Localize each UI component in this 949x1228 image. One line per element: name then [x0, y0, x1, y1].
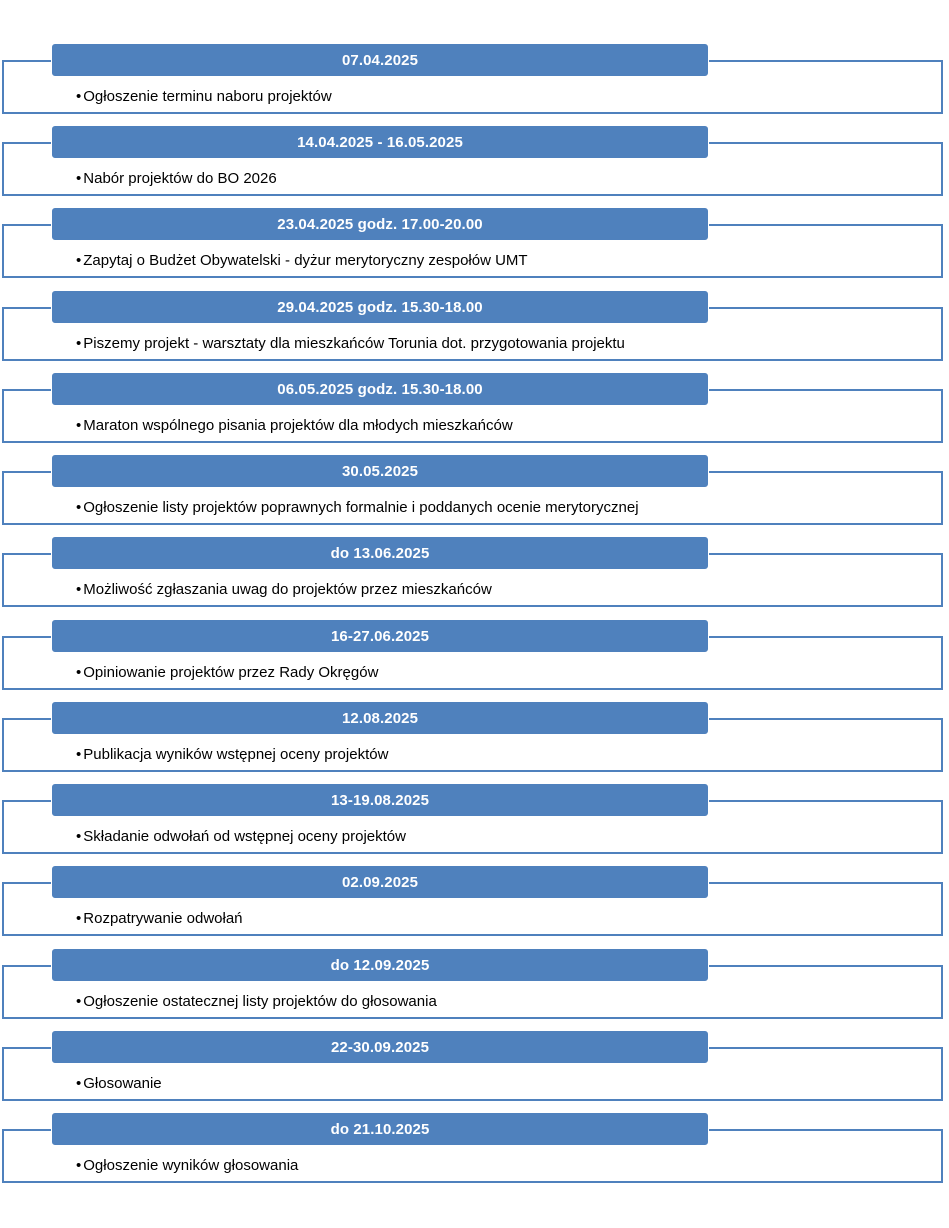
step-text: Głosowanie [83, 1075, 162, 1092]
timeline-step [0, 125, 949, 203]
step-date: 14.04.2025 - 16.05.2025 [51, 125, 709, 159]
timeline-step [0, 454, 949, 532]
step-text: Nabór projektów do BO 2026 [83, 170, 277, 187]
step-text: Ogłoszenie ostatecznej listy projektów do głosowania [83, 993, 437, 1010]
bullet-icon: • [76, 335, 82, 352]
step-item [76, 335, 625, 352]
bullet-icon: • [76, 417, 82, 434]
step-text: Publikacja wyników wstępnej oceny projektów [83, 746, 389, 763]
bullet-icon: • [76, 252, 82, 269]
bullet-icon: • [76, 88, 82, 105]
step-text: Ogłoszenie terminu naboru projektów [83, 88, 332, 105]
step-text: Opiniowanie projektów przez Rady Okręgów [83, 664, 379, 681]
timeline-step [0, 1030, 949, 1108]
step-item [76, 910, 243, 927]
step-date: 30.05.2025 [51, 454, 709, 488]
step-date: 29.04.2025 godz. 15.30-18.00 [51, 290, 709, 324]
step-item [76, 1075, 162, 1092]
step-date: 02.09.2025 [51, 865, 709, 899]
bullet-icon: • [76, 581, 82, 598]
timeline-step [0, 290, 949, 368]
step-item [76, 252, 528, 269]
step-text: Maraton wspólnego pisania projektów dla młodych mieszkańców [83, 417, 513, 434]
step-item [76, 170, 277, 187]
bullet-icon: • [76, 170, 82, 187]
step-item [76, 993, 437, 1010]
step-text: Ogłoszenie wyników głosowania [83, 1157, 299, 1174]
bullet-icon: • [76, 664, 82, 681]
timeline-step [0, 207, 949, 285]
step-date: 16-27.06.2025 [51, 619, 709, 653]
step-date: 12.08.2025 [51, 701, 709, 735]
step-date: 13-19.08.2025 [51, 783, 709, 817]
timeline-step [0, 865, 949, 943]
step-date: 23.04.2025 godz. 17.00-20.00 [51, 207, 709, 241]
bullet-icon: • [76, 828, 82, 845]
step-date: 07.04.2025 [51, 43, 709, 77]
bullet-icon: • [76, 746, 82, 763]
step-date: do 21.10.2025 [51, 1112, 709, 1146]
timeline-step [0, 372, 949, 450]
step-item [76, 88, 332, 105]
step-item [76, 664, 378, 681]
step-text: Możliwość zgłaszania uwag do projektów przez mieszkańców [83, 581, 492, 598]
bullet-icon: • [76, 1157, 82, 1174]
step-date: do 12.09.2025 [51, 948, 709, 982]
timeline-step [0, 43, 949, 121]
bullet-icon: • [76, 499, 82, 516]
step-item [76, 499, 639, 516]
step-item [76, 746, 388, 763]
step-text: Rozpatrywanie odwołań [83, 910, 243, 927]
step-text: Piszemy projekt - warsztaty dla mieszkańców Torunia dot. przygotowania projektu [83, 335, 625, 352]
step-item [76, 1157, 298, 1174]
step-text: Składanie odwołań od wstępnej oceny projektów [83, 828, 406, 845]
timeline-step [0, 783, 949, 861]
step-date: do 13.06.2025 [51, 536, 709, 570]
step-date: 22-30.09.2025 [51, 1030, 709, 1064]
timeline-step [0, 948, 949, 1026]
timeline-step [0, 1112, 949, 1190]
bullet-icon: • [76, 993, 82, 1010]
step-item [76, 417, 513, 434]
step-text: Ogłoszenie listy projektów poprawnych formalnie i poddanych ocenie merytorycznej [83, 499, 639, 516]
timeline-step [0, 701, 949, 779]
step-item [76, 581, 492, 598]
bullet-icon: • [76, 910, 82, 927]
timeline-step [0, 619, 949, 697]
bullet-icon: • [76, 1075, 82, 1092]
step-item [76, 828, 406, 845]
timeline-step [0, 536, 949, 614]
step-date: 06.05.2025 godz. 15.30-18.00 [51, 372, 709, 406]
step-text: Zapytaj o Budżet Obywatelski - dyżur merytoryczny zespołów UMT [83, 252, 528, 269]
